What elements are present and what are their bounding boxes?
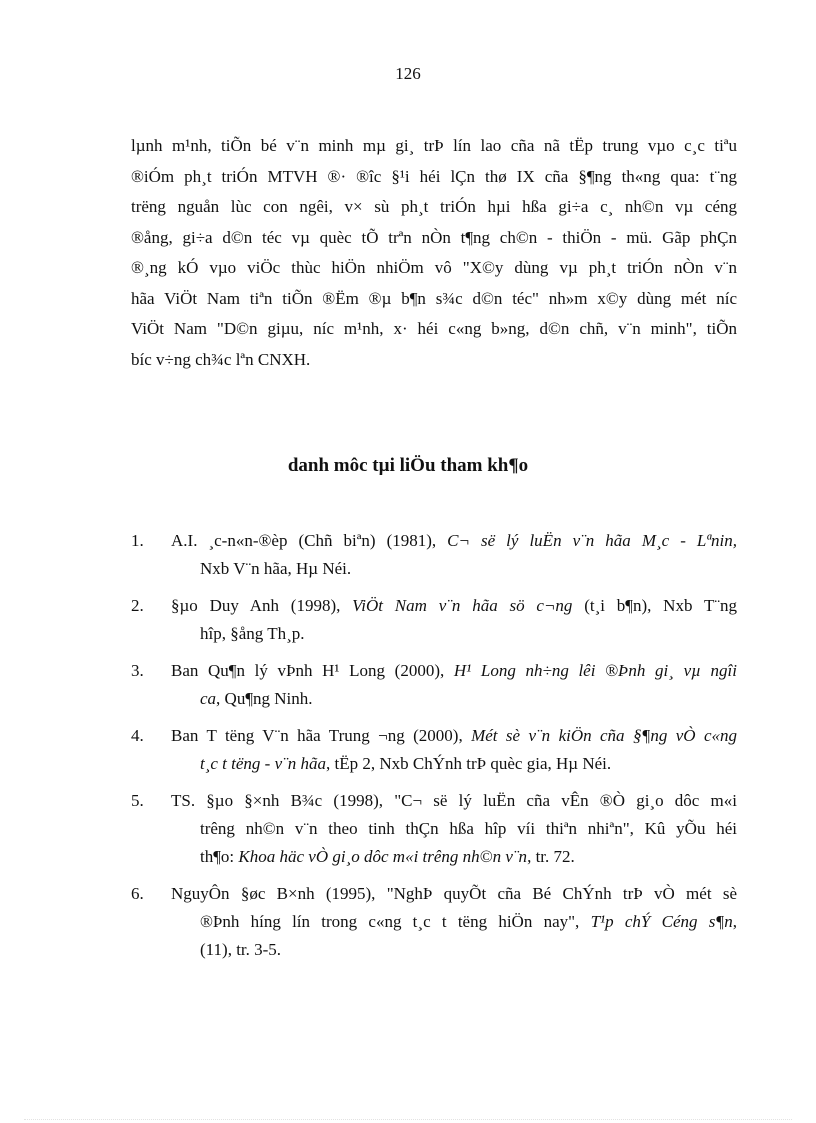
reference-line: hîp, §ång Th¸p. — [200, 624, 305, 643]
reference-title: ca — [200, 689, 217, 708]
reference-line: (11), tr. 3-5. — [200, 940, 282, 959]
paragraph-line: hãa ViÖt Nam tiªn tiÕn ®Ëm ®µ b¶n s¾c d©n téc" nh»m x©y dùng mét níc — [131, 288, 737, 308]
reference-title: ViÖt Nam v¨n hãa sö c¬ng — [352, 596, 573, 615]
reference-line: A.I. ¸c-n«n-®èp (Chñ biªn) (1981), C¬ së lý luËn v¨n hãa M¸c - Lªnin, — [171, 531, 738, 550]
reference-line: §µo Duy Anh (1998), ViÖt Nam v¨n hãa sö c¬ng (t¸i b¶n), Nxb T¨ng — [171, 596, 737, 615]
reference-title: H¹ Long nh÷ng lêi ®Þnh gi¸ vµ ngîi — [453, 661, 737, 680]
reference-item — [131, 880, 737, 964]
references-heading: danh môc tµi liÖu tham kh¶o — [287, 455, 529, 476]
reference-item — [131, 722, 737, 778]
reference-item — [131, 592, 737, 648]
reference-item — [131, 527, 737, 583]
reference-item — [131, 787, 737, 871]
body-paragraph — [131, 131, 737, 375]
reference-number: 5. — [131, 791, 144, 810]
reference-line: TS. §µo §×nh B¾c (1998), "C¬ së lý luËn cña vÊn ®Ò gi¸o dôc m«i — [171, 791, 737, 810]
reference-title: T¹p chÝ Céng s¶n — [590, 912, 733, 931]
reference-line: t¸c t tëng - v¨n hãa, tËp 2, Nxb ChÝnh trÞ quèc gia, Hµ Néi. — [200, 754, 612, 773]
reference-number: 3. — [131, 661, 144, 680]
paragraph-line: ®ång, gi÷a d©n téc vµ quèc tÕ trªn nÒn t¶ng ch©n - thiÖn - mü. Gãp phÇn — [131, 227, 737, 247]
reference-item — [131, 657, 737, 713]
reference-title: t¸c t tëng - v¨n hãa — [200, 754, 327, 773]
reference-number: 1. — [131, 531, 144, 550]
reference-line: Ban T tëng V¨n hãa Trung ¬ng (2000), Mét sè v¨n kiÖn cña §¶ng vÒ c«ng — [171, 726, 737, 745]
paragraph-line: bíc v÷ng ch¾c lªn CNXH. — [131, 349, 311, 369]
reference-number: 2. — [131, 596, 144, 615]
reference-line: NguyÔn §øc B×nh (1995), "NghÞ quyÕt cña Bé ChÝnh trÞ vÒ mét sè — [171, 884, 737, 903]
reference-line: ca, Qu¶ng Ninh. — [200, 689, 313, 708]
reference-title: C¬ së lý luËn v¨n hãa M¸c - Lªnin, — [447, 531, 738, 550]
reference-line: th¶o: Khoa häc vÒ gi¸o dôc m«i trêng nh©n v¨n, tr. 72. — [200, 847, 575, 866]
page-bottom-rule — [24, 1119, 792, 1120]
reference-title: Mét sè v¨n kiÖn cña §¶ng vÒ c«ng — [471, 726, 737, 745]
page-number: 126 — [395, 64, 421, 83]
reference-line: trêng nh©n v¨n theo tinh thÇn hßa hîp víi thiªn nhiªn", Kû yÕu héi — [200, 819, 737, 838]
paragraph-line: trëng nguån lùc con ngêi, v× sù ph¸t triÓn hµi hßa gi÷a c¸ nh©n vµ céng — [131, 197, 737, 216]
paragraph-line: ®¸ng kÓ vµo viÖc thùc hiÖn nhiÖm vô "X©y dùng vµ ph¸t triÓn nÒn v¨n — [131, 258, 737, 277]
reference-list — [131, 527, 737, 973]
paragraph-line: lµnh m¹nh, tiÕn bé v¨n minh mµ gi¸ trÞ lín lao cña nã tËp trung vµo c¸c tiªu — [131, 136, 737, 155]
reference-line: ®Þnh híng lín trong c«ng t¸c t tëng hiÖn nay", T¹p chÝ Céng s¶n, — [200, 912, 737, 931]
paragraph-line: ViÖt Nam "D©n giµu, níc m¹nh, x· héi c«ng b»ng, d©n chñ, v¨n minh", tiÕn — [131, 319, 737, 338]
reference-number: 6. — [131, 884, 144, 903]
reference-number: 4. — [131, 726, 144, 745]
reference-line: Ban Qu¶n lý vÞnh H¹ Long (2000), H¹ Long nh÷ng lêi ®Þnh gi¸ vµ ngîi — [171, 661, 737, 680]
reference-title: Khoa häc vÒ gi¸o dôc m«i trêng nh©n v¨n — [238, 847, 528, 866]
paragraph-line: ®iÓm ph¸t triÓn MTVH ®· ®îc §¹i héi lÇn thø IX cña §¶ng th«ng qua: t¨ng — [131, 166, 737, 186]
reference-line: Nxb V¨n hãa, Hµ Néi. — [200, 559, 352, 578]
